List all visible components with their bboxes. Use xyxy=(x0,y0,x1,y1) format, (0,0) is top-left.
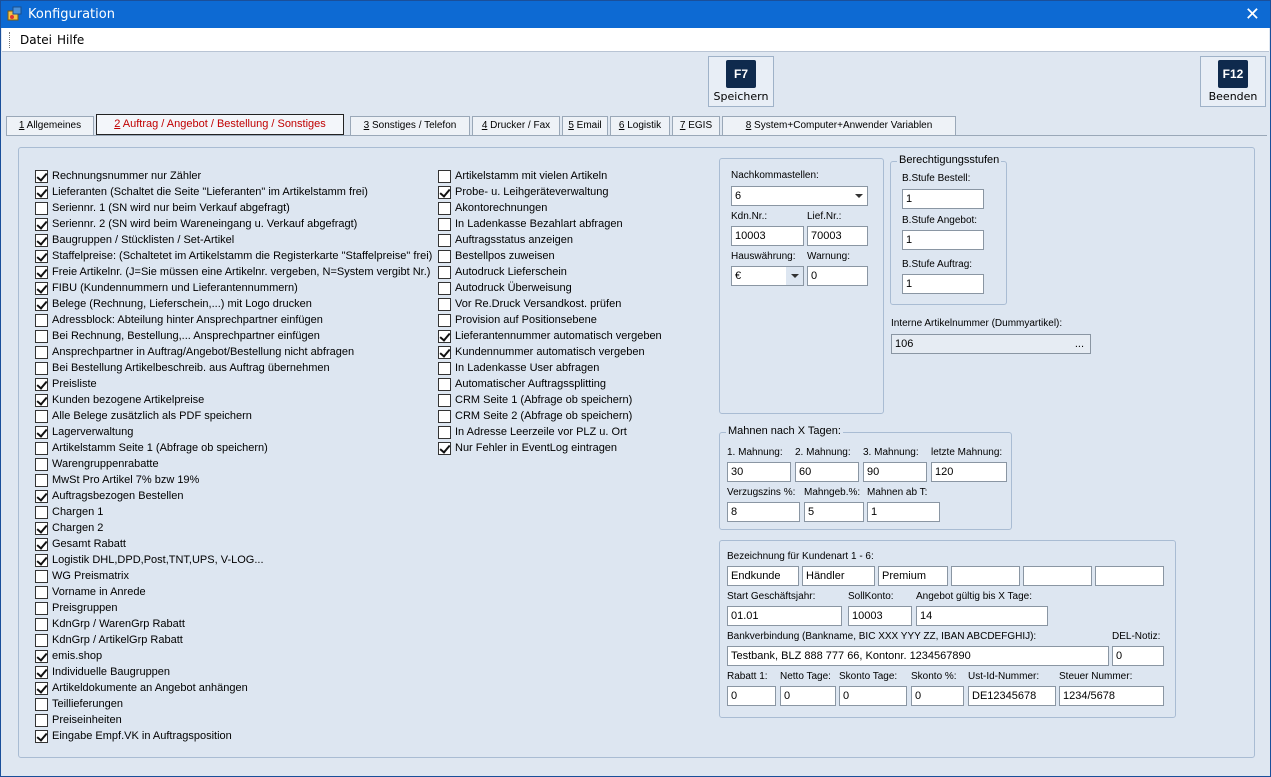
checkbox-label: Artikelstamm Seite 1 (Abfrage ob speichern) xyxy=(52,442,268,454)
checkbox-label: Auftragsbezogen Bestellen xyxy=(52,490,184,502)
kdnr-input[interactable]: 10003 xyxy=(731,226,804,246)
kundenart-input-3[interactable]: Premium xyxy=(878,566,948,586)
checkbox-label: Chargen 2 xyxy=(52,522,104,534)
checkbox-unchecked[interactable] xyxy=(438,362,451,375)
checkbox-label: Kundennummer automatisch vergeben xyxy=(455,346,645,358)
bankverbindung-label: Bankverbindung (Bankname, BIC XXX YYY ZZ, IBAN ABCDEFGHIJ): xyxy=(727,631,1037,642)
tab-label: Logistik xyxy=(624,120,662,131)
f12-key-icon: F12 xyxy=(1218,60,1248,88)
checkbox-unchecked[interactable] xyxy=(35,202,48,215)
checkbox-unchecked[interactable] xyxy=(438,250,451,263)
checkbox-checked[interactable] xyxy=(35,282,48,295)
title-bar xyxy=(1,1,1270,28)
kundenart-input-1[interactable]: Endkunde xyxy=(727,566,799,586)
tab-3[interactable] xyxy=(350,116,470,135)
tab-number: 6 xyxy=(618,120,625,131)
checkbox-label: Nur Fehler in EventLog eintragen xyxy=(455,442,618,454)
checkbox-unchecked[interactable] xyxy=(35,618,48,631)
berechtigung-group xyxy=(890,154,1007,305)
checkbox-checked[interactable] xyxy=(35,730,48,743)
del-notiz-input[interactable]: 0 xyxy=(1112,646,1164,666)
checkbox-unchecked[interactable] xyxy=(35,698,48,711)
checkbox-unchecked[interactable] xyxy=(438,394,451,407)
checkbox-label: Preisliste xyxy=(52,378,97,390)
tab-number: 8 xyxy=(745,120,752,131)
interne-artikel-input[interactable] xyxy=(891,334,1091,354)
checkbox-label: Rechnungsnummer nur Zähler xyxy=(52,170,202,182)
tab-7[interactable] xyxy=(672,116,720,135)
tab-8[interactable] xyxy=(722,116,956,135)
bankverbindung-input[interactable]: Testbank, BLZ 888 777 66, Kontonr. 1234567890 xyxy=(727,646,1109,666)
checkbox-label: Akontorechnungen xyxy=(455,202,548,214)
skonto-prozent-input[interactable]: 0 xyxy=(911,686,964,706)
kundenart-input-2[interactable]: Händler xyxy=(802,566,875,586)
checkbox-checked[interactable] xyxy=(35,554,48,567)
save-button[interactable] xyxy=(708,56,774,107)
exit-label: Beenden xyxy=(1208,90,1258,103)
nachkomma-value: 6 xyxy=(735,190,742,202)
checkbox-label: MwSt Pro Artikel 7% bzw 19% xyxy=(52,474,200,486)
chevron-down-icon[interactable] xyxy=(786,267,803,285)
checkbox-label: Seriennr. 1 (SN wird nur beim Verkauf abgefragt) xyxy=(52,202,290,214)
close-icon[interactable]: ✕ xyxy=(1244,4,1260,24)
mahnung1-input[interactable]: 30 xyxy=(727,462,791,482)
checkbox-unchecked[interactable] xyxy=(438,266,451,279)
mahnung1-label: 1. Mahnung: xyxy=(727,447,783,458)
tab-number: 5 xyxy=(568,120,574,131)
checkbox-label: Gesamt Rabatt xyxy=(52,538,126,550)
checkbox-unchecked[interactable] xyxy=(35,458,48,471)
kundenart-group xyxy=(719,540,1176,718)
ust-id-input[interactable]: DE12345678 xyxy=(968,686,1056,706)
mahnung3-input[interactable]: 90 xyxy=(863,462,927,482)
checkbox-label: Vor Re.Druck Versandkost. prüfen xyxy=(455,298,622,310)
liefnr-label: Lief.Nr.: xyxy=(807,211,842,222)
checkbox-checked[interactable] xyxy=(35,298,48,311)
checkbox-label: Automatischer Auftragssplitting xyxy=(455,378,607,390)
window-title: Konfiguration xyxy=(28,7,115,22)
checkbox-unchecked[interactable] xyxy=(35,362,48,375)
checkbox-label: In Adresse Leerzeile vor PLZ u. Ort xyxy=(455,426,627,438)
bstufe-auftrag-label: B.Stufe Auftrag: xyxy=(902,259,973,270)
checkbox-label: Alle Belege zusätzlich als PDF speichern xyxy=(52,410,252,422)
kundenart-input-6[interactable] xyxy=(1095,566,1164,586)
tab-6[interactable] xyxy=(610,116,670,135)
menu-bar xyxy=(2,28,1269,52)
app-icon xyxy=(7,6,23,22)
checkbox-label: Preisgruppen xyxy=(52,602,118,614)
toolbar xyxy=(2,53,1269,109)
mahnung2-label: 2. Mahnung: xyxy=(795,447,851,458)
mahnung2-input[interactable]: 60 xyxy=(795,462,859,482)
interne-artikel-value: 106 xyxy=(895,338,914,350)
checkbox-checked[interactable] xyxy=(438,442,451,455)
tab-panel xyxy=(18,147,1255,758)
checkbox-label: Warengruppenrabatte xyxy=(52,458,159,470)
geschaeftsjahr-input[interactable]: 01.01 xyxy=(727,606,842,626)
checkbox-unchecked[interactable] xyxy=(35,442,48,455)
kdnr-label: Kdn.Nr.: xyxy=(731,211,768,222)
checkbox-label: Autodruck Überweisung xyxy=(455,282,572,294)
checkbox-checked[interactable] xyxy=(35,186,48,199)
rabatt-input[interactable]: 0 xyxy=(727,686,776,706)
checkbox-label: Auftragsstatus anzeigen xyxy=(455,234,574,246)
checkbox-checked[interactable] xyxy=(35,378,48,391)
tab-label: Auftrag / Angebot / Bestellung / Sonstiges xyxy=(120,118,326,130)
tab-number: 2 xyxy=(114,118,121,130)
verzugszins-input[interactable]: 8 xyxy=(727,502,800,522)
letzte-mahnung-input[interactable]: 120 xyxy=(931,462,1007,482)
checkbox-checked[interactable] xyxy=(35,266,48,279)
bstufe-bestell-label: B.Stufe Bestell: xyxy=(902,173,971,184)
checkbox-label: Adressblock: Abteilung hinter Ansprechpartner einfügen xyxy=(52,314,323,326)
checkbox-label: Logistik DHL,DPD,Post,TNT,UPS, V-LOG... xyxy=(52,554,264,566)
checkbox-unchecked[interactable] xyxy=(438,298,451,311)
checkbox-unchecked[interactable] xyxy=(35,602,48,615)
geschaeftsjahr-label: Start Geschäftsjahr: xyxy=(727,591,816,602)
tab-label: Sonstiges / Telefon xyxy=(369,120,457,131)
bstufe-auftrag-input[interactable]: 1 xyxy=(902,274,984,294)
checkbox-checked[interactable] xyxy=(438,346,451,359)
tab-number: 1 xyxy=(18,120,25,131)
ust-id-label: Ust-Id-Nummer: xyxy=(968,671,1040,682)
settings-group xyxy=(719,158,884,414)
checkbox-unchecked[interactable] xyxy=(35,474,48,487)
checkbox-unchecked[interactable] xyxy=(438,426,451,439)
checkbox-checked[interactable] xyxy=(35,170,48,183)
checkbox-label: FIBU (Kundennummern und Lieferantennummern) xyxy=(52,282,298,294)
checkbox-label: In Ladenkasse User abfragen xyxy=(455,362,600,374)
checkbox-unchecked[interactable] xyxy=(35,714,48,727)
checkbox-label: Eingabe Empf.VK in Auftragsposition xyxy=(52,730,232,742)
netto-tage-input[interactable]: 0 xyxy=(780,686,836,706)
checkbox-label: Belege (Rechnung, Lieferschein,...) mit Logo drucken xyxy=(52,298,312,310)
checkbox-checked[interactable] xyxy=(35,538,48,551)
checkbox-label: Lieferanten (Schaltet die Seite "Lieferanten" im Artikelstamm frei) xyxy=(52,186,368,198)
checkbox-label: Individuelle Baugruppen xyxy=(52,666,171,678)
tab-number: 7 xyxy=(679,120,686,131)
mahnen-group xyxy=(719,425,1012,530)
checkbox-label: Lagerverwaltung xyxy=(52,426,134,438)
warnung-label: Warnung: xyxy=(807,251,850,262)
nachkomma-label: Nachkommastellen: xyxy=(731,170,819,181)
checkbox-label: Staffelpreise: (Schaltetet im Artikelstamm die Registerkarte "Staffelpreise" frei) xyxy=(52,250,433,262)
checkbox-unchecked[interactable] xyxy=(35,346,48,359)
checkbox-label: WG Preismatrix xyxy=(52,570,129,582)
skonto-prozent-label: Skonto %: xyxy=(911,671,957,682)
checkbox-unchecked[interactable] xyxy=(438,202,451,215)
tab-label: System+Computer+Anwender Variablen xyxy=(751,120,933,131)
bstufe-angebot-input[interactable]: 1 xyxy=(902,230,984,250)
kundenart-input-5[interactable] xyxy=(1023,566,1092,586)
f7-key-icon: F7 xyxy=(726,60,756,88)
checkbox-unchecked[interactable] xyxy=(35,314,48,327)
checkbox-checked[interactable] xyxy=(438,186,451,199)
sollkonto-label: SollKonto: xyxy=(848,591,894,602)
interne-artikel-label: Interne Artikelnummer (Dummyartikel): xyxy=(891,318,1063,329)
checkbox-label: Kunden bezogene Artikelpreise xyxy=(52,394,205,406)
save-label: Speichern xyxy=(713,90,769,103)
checkbox-unchecked[interactable] xyxy=(35,570,48,583)
checkbox-unchecked[interactable] xyxy=(35,330,48,343)
waehrung-select[interactable] xyxy=(731,266,804,286)
bstufe-angebot-label: B.Stufe Angebot: xyxy=(902,215,978,226)
checkbox-checked[interactable] xyxy=(35,234,48,247)
checkbox-label: Bei Bestellung Artikelbeschreib. aus Auftrag übernehmen xyxy=(52,362,330,374)
berechtigung-title: Berechtigungsstufen xyxy=(899,154,1000,166)
verzugszins-label: Verzugszins %: xyxy=(727,487,796,498)
checkbox-checked[interactable] xyxy=(35,522,48,535)
tab-label: Email xyxy=(573,120,602,131)
mahngeb-input[interactable]: 5 xyxy=(804,502,864,522)
liefnr-input[interactable]: 70003 xyxy=(807,226,868,246)
checkbox-label: Preiseinheiten xyxy=(52,714,122,726)
menu-hilfe[interactable]: Hilfe xyxy=(57,33,85,47)
checkbox-label: Teillieferungen xyxy=(52,698,123,710)
steuernummer-input[interactable]: 1234/5678 xyxy=(1059,686,1164,706)
checkbox-checked[interactable] xyxy=(35,394,48,407)
checkbox-checked[interactable] xyxy=(438,330,451,343)
checkbox-label: Baugruppen / Stücklisten / Set-Artikel xyxy=(52,234,235,246)
checkbox-label: Bestellpos zuweisen xyxy=(455,250,555,262)
tab-5[interactable] xyxy=(562,116,608,135)
angebot-gueltig-input[interactable]: 14 xyxy=(916,606,1048,626)
checkbox-label: Probe- u. Leihgeräteverwaltung xyxy=(455,186,609,198)
checkbox-unchecked[interactable] xyxy=(438,314,451,327)
exit-button[interactable] xyxy=(1200,56,1266,107)
steuernummer-label: Steuer Nummer: xyxy=(1059,671,1133,682)
mahnen-title: Mahnen nach X Tagen: xyxy=(728,425,841,437)
sollkonto-input[interactable]: 10003 xyxy=(848,606,912,626)
checkbox-label: Provision auf Positionsebene xyxy=(455,314,597,326)
mahnen-ab-input[interactable]: 1 xyxy=(867,502,940,522)
chevron-down-icon[interactable] xyxy=(850,187,867,205)
browse-button[interactable]: ... xyxy=(1074,338,1084,350)
checkbox-label: CRM Seite 2 (Abfrage ob speichern) xyxy=(455,410,633,422)
checkbox-unchecked[interactable] xyxy=(35,586,48,599)
netto-tage-label: Netto Tage: xyxy=(780,671,831,682)
tab-label: EGIS xyxy=(685,120,713,131)
checkbox-checked[interactable] xyxy=(35,650,48,663)
warnung-input[interactable]: 0 xyxy=(807,266,868,286)
checkbox-label: In Ladenkasse Bezahlart abfragen xyxy=(455,218,623,230)
mahngeb-label: Mahngeb.%: xyxy=(804,487,861,498)
checkbox-unchecked[interactable] xyxy=(35,410,48,423)
checkbox-label: KdnGrp / ArtikelGrp Rabatt xyxy=(52,634,183,646)
checkbox-checked[interactable] xyxy=(35,682,48,695)
tab-4[interactable] xyxy=(472,116,560,135)
checkbox-checked[interactable] xyxy=(35,218,48,231)
bstufe-bestell-input[interactable]: 1 xyxy=(902,189,984,209)
checkbox-unchecked[interactable] xyxy=(438,410,451,423)
tab-label: Drucker / Fax xyxy=(487,120,551,131)
tab-number: 4 xyxy=(481,120,488,131)
mahnen-ab-label: Mahnen ab T: xyxy=(867,487,928,498)
menu-datei[interactable]: Datei xyxy=(20,33,53,47)
checkbox-label: Seriennr. 2 (SN wird beim Wareneingang u. Verkauf abgefragt) xyxy=(52,218,358,230)
checkbox-label: Ansprechpartner in Auftrag/Angebot/Bestellung nicht abfragen xyxy=(52,346,355,358)
waehrung-value: € xyxy=(735,270,742,282)
angebot-gueltig-label: Angebot gültig bis X Tage: xyxy=(916,591,1033,602)
tab-number: 3 xyxy=(363,120,370,131)
checkbox-label: Vorname in Anrede xyxy=(52,586,146,598)
del-notiz-label: DEL-Notiz: xyxy=(1112,631,1161,642)
tab-label: Allgemeines xyxy=(24,120,82,131)
checkbox-checked[interactable] xyxy=(35,426,48,439)
checkbox-label: Artikeldokumente an Angebot anhängen xyxy=(52,682,248,694)
checkbox-label: KdnGrp / WarenGrp Rabatt xyxy=(52,618,185,630)
rabatt-label: Rabatt 1: xyxy=(727,671,768,682)
checkbox-label: Artikelstamm mit vielen Artikeln xyxy=(455,170,608,182)
letzte-mahnung-label: letzte Mahnung: xyxy=(931,447,1003,458)
checkbox-label: Bei Rechnung, Bestellung,... Ansprechpartner einfügen xyxy=(52,330,320,342)
checkbox-label: Autodruck Lieferschein xyxy=(455,266,567,278)
checkbox-checked[interactable] xyxy=(35,666,48,679)
checkbox-unchecked[interactable] xyxy=(35,634,48,647)
nachkomma-select[interactable] xyxy=(731,186,868,206)
checkbox-label: CRM Seite 1 (Abfrage ob speichern) xyxy=(455,394,633,406)
checkbox-unchecked[interactable] xyxy=(438,282,451,295)
checkbox-unchecked[interactable] xyxy=(438,218,451,231)
checkbox-label: Freie Artikelnr. (J=Sie müssen eine Artikelnr. vergeben, N=System vergibt Nr.) xyxy=(52,266,431,278)
checkbox-unchecked[interactable] xyxy=(438,378,451,391)
kundenart-input-4[interactable] xyxy=(951,566,1020,586)
tab-divider xyxy=(6,135,1267,136)
kundenart-label: Bezeichnung für Kundenart 1 - 6: xyxy=(727,551,874,562)
checkbox-label: Chargen 1 xyxy=(52,506,104,518)
checkbox-unchecked[interactable] xyxy=(438,170,451,183)
checkbox-checked[interactable] xyxy=(35,250,48,263)
skonto-tage-input[interactable]: 0 xyxy=(839,686,907,706)
tab-2[interactable] xyxy=(96,114,344,135)
checkbox-label: emis.shop xyxy=(52,650,103,662)
mahnung3-label: 3. Mahnung: xyxy=(863,447,919,458)
skonto-tage-label: Skonto Tage: xyxy=(839,671,898,682)
checkbox-label: Lieferantennummer automatisch vergeben xyxy=(455,330,662,342)
waehrung-label: Hauswährung: xyxy=(731,251,796,262)
checkbox-checked[interactable] xyxy=(35,490,48,503)
checkbox-unchecked[interactable] xyxy=(438,234,451,247)
menu-grip xyxy=(9,32,11,48)
checkbox-unchecked[interactable] xyxy=(35,506,48,519)
tab-1[interactable] xyxy=(6,116,94,135)
